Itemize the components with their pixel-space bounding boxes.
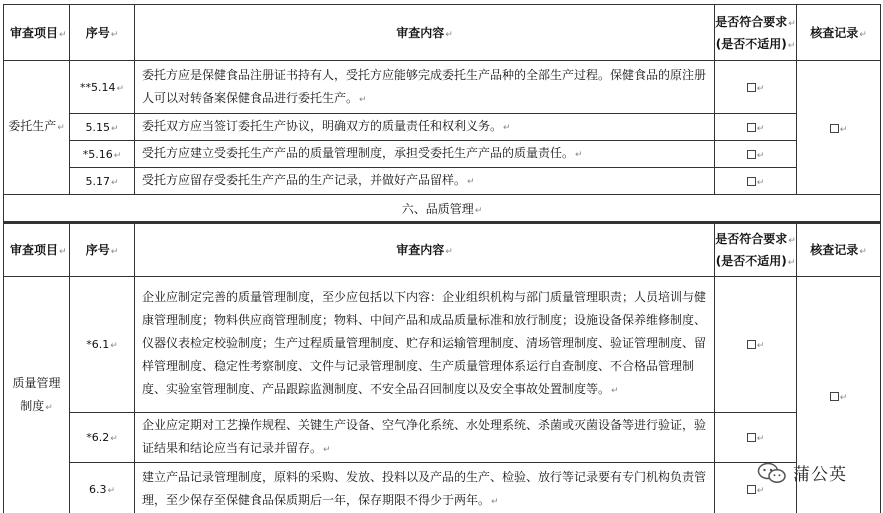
checkbox-icon[interactable] (830, 392, 839, 401)
document-page (3, 4, 880, 513)
header-item: 审查项目↵ (4, 5, 70, 61)
checkbox-icon[interactable] (747, 123, 756, 132)
compliance-checkbox[interactable]: ↵ (715, 61, 797, 114)
checkbox-icon[interactable] (747, 485, 756, 494)
header-requirement: 是否符合要求↵ (是否不适用)↵ (715, 5, 797, 61)
table-row (4, 168, 881, 195)
seq-cell: **5.14↵ (70, 61, 135, 114)
header-content: 审查内容↵ (135, 5, 715, 61)
compliance-checkbox[interactable]: ↵ (715, 276, 797, 412)
table-quality-management (3, 222, 881, 513)
compliance-checkbox[interactable]: ↵ (715, 462, 797, 513)
header-content: 审查内容↵ (135, 223, 715, 276)
header-record: 核查记录↵ (797, 223, 881, 276)
watermark-text: 蒲公英 (793, 465, 847, 485)
compliance-checkbox[interactable]: ↵ (715, 168, 797, 195)
content-cell: 受托方应建立受委托生产产品的质量管理制度，承担受委托生产产品的质量责任。↵ (135, 141, 715, 168)
seq-cell: 5.17↵ (70, 168, 135, 195)
watermark (757, 460, 847, 485)
table-row (4, 462, 881, 513)
section-title: 六、品质管理↵ (4, 195, 881, 222)
checkbox-icon[interactable] (747, 83, 756, 92)
checkbox-icon[interactable] (830, 124, 839, 133)
seq-cell: *5.16↵ (70, 141, 135, 168)
content-cell: 委托方应是保健食品注册证书持有人，受托方应能够完成委托生产品种的全部生产过程。保健食品的原注册人可以对转备案保健食品进行委托生产。↵ (135, 61, 715, 114)
content-cell: 企业应制定完善的质量管理制度，至少应包括以下内容：企业组织机构与部门质量管理职责；人员培训与健康管理制度；物料供应商管理制度；物料、中间产品和成品质量标准和放行制度；设施设备保养维修制度、仪器仪表检定校验制度；生产过程质量管理制度、贮存和运输管理制度、清场管理制度、验证管理制度、留样管理制度、稳定性考察制度、文件与记录管理制度、生产质量管理体系运行自查制度、不合格品管理制度、实验室管理制度、产品跟踪监测制度、不安全品召回制度以及安全事故处置制度等。↵ (135, 276, 715, 412)
record-checkbox[interactable]: ↵ (797, 276, 881, 513)
table-entrusted-production (3, 4, 881, 222)
table-header-row (4, 5, 881, 61)
content-cell: 建立产品记录管理制度，原料的采购、发放、投料以及产品的生产、检验、放行等记录要有专门机构负责管理，至少保存至保健食品保质期后一年，保存期限不得少于两年。↵ (135, 462, 715, 513)
header-requirement: 是否符合要求↵ (是否不适用)↵ (715, 223, 797, 276)
review-item-cell: 委托生产↵ (4, 61, 70, 195)
content-cell: 企业应定期对工艺操作规程、关键生产设备、空气净化系统、水处理系统、杀菌或灭菌设备等进行验证，验证结果和结论应当有记录并留存。↵ (135, 412, 715, 462)
table-row (4, 114, 881, 141)
header-item: 审查项目↵ (4, 223, 70, 276)
header-record: 核查记录↵ (797, 5, 881, 61)
table-row (4, 61, 881, 114)
header-seq: 序号↵ (70, 5, 135, 61)
review-item-cell: 质量管理 制度↵ (4, 276, 70, 513)
header-seq: 序号↵ (70, 223, 135, 276)
seq-cell: *6.2↵ (70, 412, 135, 462)
wechat-icon (757, 462, 787, 484)
table-row (4, 276, 881, 412)
seq-cell: 5.15↵ (70, 114, 135, 141)
table-header-row (4, 223, 881, 276)
checkbox-icon[interactable] (747, 433, 756, 442)
checkbox-icon[interactable] (747, 177, 756, 186)
table-row (4, 141, 881, 168)
seq-cell: 6.3↵ (70, 462, 135, 513)
compliance-checkbox[interactable]: ↵ (715, 141, 797, 168)
content-cell: 受托方应留存受委托生产产品的生产记录，并做好产品留样。↵ (135, 168, 715, 195)
checkbox-icon[interactable] (747, 340, 756, 349)
record-checkbox[interactable]: ↵ (797, 61, 881, 195)
checkbox-icon[interactable] (747, 150, 756, 159)
section-title-row (4, 195, 881, 222)
seq-cell: *6.1↵ (70, 276, 135, 412)
compliance-checkbox[interactable]: ↵ (715, 114, 797, 141)
compliance-checkbox[interactable]: ↵ (715, 412, 797, 462)
content-cell: 委托双方应当签订委托生产协议，明确双方的质量责任和权利义务。↵ (135, 114, 715, 141)
table-row (4, 412, 881, 462)
